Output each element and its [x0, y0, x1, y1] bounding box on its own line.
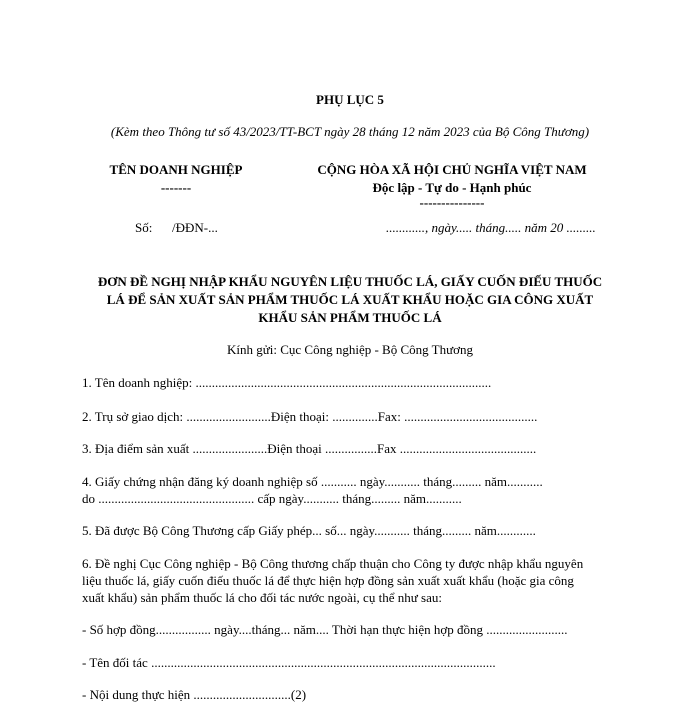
motto-dashes: ---------------: [419, 195, 485, 210]
field-content: - Nội dung thực hiện ..............................(2): [82, 687, 307, 702]
recipient-line: Kính gửi: Cục Công nghiệp - Bộ Công Thương: [226, 342, 474, 357]
company-name: TÊN DOANH NGHIỆP: [109, 162, 243, 177]
document-title-line-1: ĐƠN ĐỀ NGHỊ NHẬP KHẨU NGUYÊN LIỆU THUỐC LÁ, GIẤY CUỐN ĐIẾU THUỐC: [97, 274, 603, 289]
nation-motto: Độc lập - Tự do - Hạnh phúc: [372, 180, 532, 195]
nation-heading: CỘNG HÒA XÃ HỘI CHỦ NGHĨA VIỆT NAM: [317, 162, 587, 177]
field-business-certificate-line-2: do ................................................ cấp ngày........... tháng......... năm...........: [82, 491, 462, 506]
field-contract-number: - Số hợp đồng................. ngày....tháng... năm.... Thời hạn thực hiện hợp đồng .........................: [82, 622, 568, 637]
document-title-line-2: LÁ ĐỂ SẢN XUẤT SẢN PHẨM THUỐC LÁ XUẤT KHẨU HOẶC GIA CÔNG XUẤT: [106, 292, 594, 307]
field-request-line-3: xuất khẩu) sản phẩm thuốc lá cho đối tác nước ngoài, cụ thể như sau:: [82, 590, 442, 605]
appendix-subtitle: (Kèm theo Thông tư số 43/2023/TT-BCT ngày 28 tháng 12 năm 2023 của Bộ Công Thương): [110, 124, 590, 139]
date-line: ............, ngày..... tháng..... năm 20 .........: [386, 220, 596, 235]
company-dashes: -------: [160, 180, 192, 195]
field-license: 5. Đã được Bộ Công Thương cấp Giấy phép... số... ngày........... tháng......... năm............: [82, 523, 536, 538]
field-company-name: 1. Tên doanh nghiệp: ...........................................................................................: [82, 375, 492, 390]
appendix-title: PHỤ LỤC 5: [316, 92, 384, 107]
field-partner-name: - Tên đối tác ..........................................................................................................: [82, 655, 496, 670]
field-business-certificate-line-1: 4. Giấy chứng nhận đăng ký doanh nghiệp số ........... ngày........... tháng......... năm...........: [82, 474, 543, 489]
field-head-office: 2. Trụ sở giao dịch: ..........................Điện thoại: ..............Fax: .........................................: [82, 409, 538, 424]
field-production-site: 3. Địa điểm sản xuất .......................Điện thoại ................Fax ..........................................: [82, 441, 537, 456]
document-number-label: Số:: [135, 220, 153, 235]
document-title-line-3: KHẨU SẢN PHẨM THUỐC LÁ: [258, 310, 442, 325]
document-number-code: /ĐĐN-...: [172, 220, 218, 235]
field-request-line-2: liệu thuốc lá, giấy cuốn điếu thuốc lá để thực hiện hợp đồng sản xuất xuất khẩu (hoặc gia công: [82, 573, 574, 588]
field-request-line-1: 6. Đề nghị Cục Công nghiệp - Bộ Công thương chấp thuận cho Công ty được nhập khẩu nguyên: [82, 556, 584, 571]
